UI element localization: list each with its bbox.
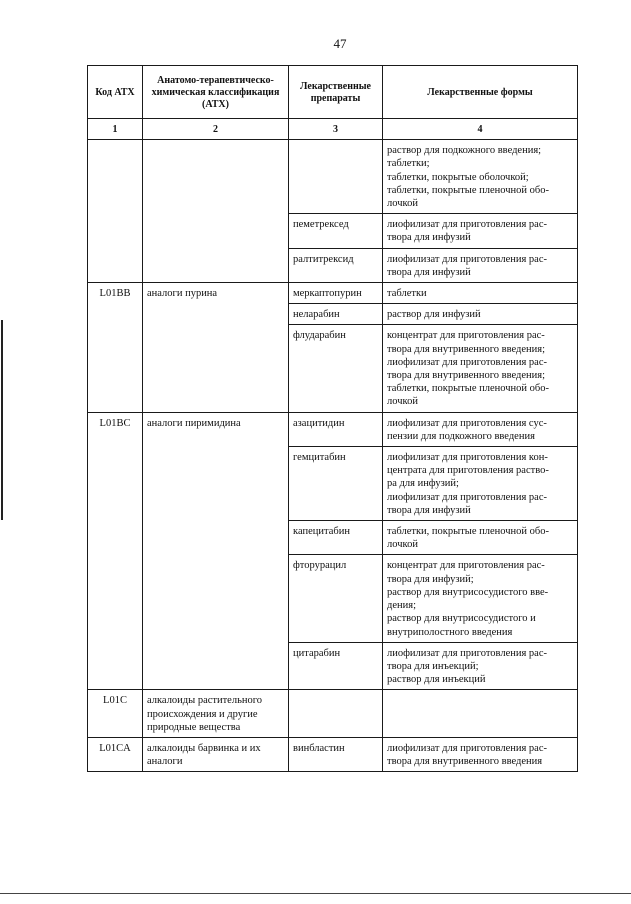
- dosage-form-line: лиофилизат для приготовления сус-: [387, 417, 547, 429]
- dosage-form-line: раствор для инъекций: [387, 674, 486, 686]
- dosage-forms-cell: [383, 412, 578, 446]
- dosage-form-line: твора для инфузий;: [387, 573, 474, 585]
- dosage-form-line: таблетки: [387, 288, 427, 300]
- dosage-form-line: лочкой: [387, 198, 418, 210]
- scan-edge-mark: [1, 320, 3, 520]
- header-row: [88, 66, 578, 119]
- dosage-form-line: таблетки;: [387, 158, 430, 170]
- dosage-form-line: лиофилизат для приготовления рас-: [387, 253, 548, 265]
- table-row: [88, 690, 578, 738]
- drug-name-cell: капецитабин: [289, 521, 383, 555]
- dosage-form-line: твора для внутривенного введения;: [387, 370, 546, 382]
- dosage-form-line: дения;: [387, 600, 416, 612]
- page-number: 47: [333, 36, 347, 51]
- dosage-form-line: твора для инъекций;: [387, 660, 479, 672]
- dosage-form-line: лиофилизат для приготовления рас-: [387, 742, 548, 754]
- classification-line: алкалоиды барвинка и их: [147, 742, 261, 754]
- table-row: [88, 737, 578, 771]
- dosage-forms-cell: [383, 690, 578, 738]
- dosage-form-line: лочкой: [387, 539, 418, 551]
- dosage-forms-cell: [383, 248, 578, 282]
- dosage-form-line: лочкой: [387, 396, 418, 408]
- dosage-forms-cell: [383, 447, 578, 521]
- classification-cell: [143, 283, 289, 413]
- bottom-edge-line: [0, 893, 631, 894]
- dosage-form-line: внутриполостного введения: [387, 626, 513, 638]
- drug-name-cell: фторурацил: [289, 555, 383, 642]
- dosage-forms-cell: [383, 521, 578, 555]
- dosage-forms-cell: [383, 283, 578, 304]
- dosage-forms-cell: [383, 214, 578, 248]
- dosage-form-line: пензии для подкожного введения: [387, 430, 535, 442]
- drug-name-cell: пеметрексед: [289, 214, 383, 248]
- column-number-4: 4: [383, 119, 578, 140]
- dosage-form-line: твора для внутривенного введения: [387, 756, 543, 768]
- classification-line: природные вещества: [147, 721, 241, 733]
- atx-code-cell: L01BC: [88, 412, 143, 690]
- classification-cell: [143, 140, 289, 283]
- table-row: [88, 140, 578, 214]
- atx-table: [87, 65, 578, 772]
- column-number-2: 2: [143, 119, 289, 140]
- dosage-form-line: лиофилизат для приготовления рас-: [387, 219, 548, 231]
- classification-cell: [143, 690, 289, 738]
- drug-name-cell: меркаптопурин: [289, 283, 383, 304]
- dosage-form-line: лиофилизат для приготовления кон-: [387, 452, 548, 464]
- dosage-forms-cell: [383, 737, 578, 771]
- classification-line: происхождения и другие: [147, 708, 258, 720]
- header-classification: Анатомо-терапевтическо- химическая классификация (АТХ): [143, 66, 289, 119]
- table-body: [88, 140, 578, 772]
- dosage-form-line: лиофилизат для приготовления рас-: [387, 647, 548, 659]
- classification-line: алкалоиды растительного: [147, 695, 263, 707]
- drug-name-cell: [289, 690, 383, 738]
- dosage-form-line: лиофилизат для приготовления рас-: [387, 491, 548, 503]
- dosage-form-line: раствор для подкожного введения;: [387, 145, 542, 157]
- column-number-3: 3: [289, 119, 383, 140]
- table-row: [88, 283, 578, 304]
- dosage-form-line: концентрат для приготовления рас-: [387, 560, 545, 572]
- dosage-form-line: таблетки, покрытые оболочкой;: [387, 171, 529, 183]
- classification-line: аналоги пурина: [147, 288, 218, 300]
- drug-name-cell: цитарабин: [289, 642, 383, 690]
- dosage-forms-cell: [383, 642, 578, 690]
- dosage-forms-cell: [383, 140, 578, 214]
- dosage-forms-cell: [383, 304, 578, 325]
- header-forms: Лекарственные формы: [383, 66, 578, 119]
- atx-code-cell: L01BB: [88, 283, 143, 413]
- atx-code-cell: [88, 140, 143, 283]
- dosage-form-line: таблетки, покрытые пленочной обо-: [387, 526, 549, 538]
- classification-cell: [143, 412, 289, 690]
- atx-code-cell: L01CA: [88, 737, 143, 771]
- dosage-form-line: твора для внутривенного введения;: [387, 343, 546, 355]
- dosage-form-line: центрата для приготовления раство-: [387, 465, 549, 477]
- drug-name-cell: гемцитабин: [289, 447, 383, 521]
- dosage-form-line: раствор для инфузий: [387, 309, 481, 321]
- dosage-form-line: твора для инфузий: [387, 232, 471, 244]
- dosage-form-line: концентрат для приготовления рас-: [387, 330, 545, 342]
- dosage-form-line: таблетки, покрытые пленочной обо-: [387, 184, 549, 196]
- dosage-form-line: раствор для внутрисосудистого вве-: [387, 586, 549, 598]
- column-number-row: [88, 119, 578, 140]
- drug-name-cell: винбластин: [289, 737, 383, 771]
- column-number-1: 1: [88, 119, 143, 140]
- dosage-form-line: ра для инфузий;: [387, 478, 459, 490]
- dosage-forms-cell: [383, 325, 578, 412]
- dosage-form-line: лиофилизат для приготовления рас-: [387, 356, 548, 368]
- drug-name-cell: ралтитрексид: [289, 248, 383, 282]
- dosage-form-line: таблетки, покрытые пленочной обо-: [387, 383, 549, 395]
- dosage-form-line: твора для инфузий: [387, 504, 471, 516]
- header-drugs: Лекарственные препараты: [289, 66, 383, 119]
- classification-line: аналоги пиримидина: [147, 417, 241, 429]
- classification-cell: [143, 737, 289, 771]
- header-code: Код АТХ: [88, 66, 143, 119]
- dosage-form-line: раствор для внутрисосудистого и: [387, 613, 536, 625]
- table-row: [88, 412, 578, 446]
- dosage-forms-cell: [383, 555, 578, 642]
- drug-name-cell: неларабин: [289, 304, 383, 325]
- drug-name-cell: [289, 140, 383, 214]
- drug-name-cell: флударабин: [289, 325, 383, 412]
- atx-code-cell: L01C: [88, 690, 143, 738]
- drug-name-cell: азацитидин: [289, 412, 383, 446]
- classification-line: аналоги: [147, 756, 183, 768]
- dosage-form-line: твора для инфузий: [387, 266, 471, 278]
